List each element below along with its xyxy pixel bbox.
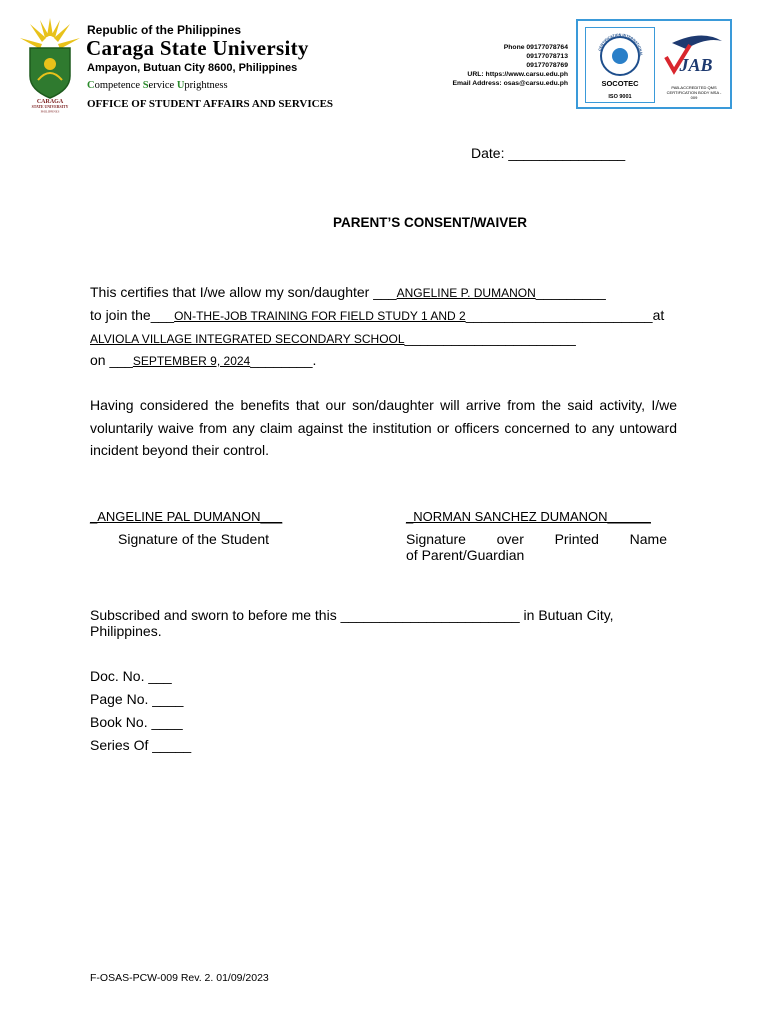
email-value[interactable]: osas@carsu.edu.ph	[503, 80, 568, 87]
url-value[interactable]: https://www.carsu.edu.ph	[485, 71, 568, 78]
certification-box	[576, 19, 732, 109]
phone-number: 09177078764	[526, 44, 568, 51]
university-motto	[87, 80, 228, 91]
form-code-footer: F-OSAS-PCW-009 Rev. 2. 01/09/2023	[90, 972, 269, 984]
certify-line-4: on ___SEPTEMBER 9, 2024________.	[90, 352, 317, 368]
seal-text-philippines: PHILIPPINES	[40, 109, 60, 114]
date-blank[interactable]: _______________	[508, 145, 626, 161]
socotec-ring-text: CERTIFICATION INTERNATIONAL	[597, 32, 644, 57]
sworn-statement: Subscribed and sworn to before me this _______________________ in Butuan City,	[90, 607, 614, 623]
page-no[interactable]: Page No. ____	[90, 691, 184, 707]
contact-block	[452, 43, 568, 88]
contact-phone-2: 09177078713	[526, 53, 568, 60]
motto-cap-c: C	[87, 80, 95, 91]
date-line	[471, 145, 625, 161]
waiver-paragraph: Having considered the benefits that our son/daughter will arrive from the said activity, I/we voluntarily waive from any claim against the institution or officers concerned to any untoward incident beyond their control.	[90, 397, 677, 458]
jab-accreditation-logo	[662, 27, 726, 103]
socotec-iso: ISO 9001	[608, 94, 632, 100]
parent-signature-label-1: Signature over Printed Name	[406, 531, 667, 547]
join-text: to join the	[90, 307, 151, 323]
student-signature-label: Signature of the Student	[118, 531, 269, 547]
student-name-value: ANGELINE P. DUMANON	[396, 286, 536, 300]
activity-field[interactable]: ___ON-THE-JOB TRAINING FOR FIELD STUDY 1 AND 2________________________	[150, 307, 653, 323]
activity-value: ON-THE-JOB TRAINING FOR FIELD STUDY 1 AND 2	[174, 309, 466, 323]
jab-mark: JAB	[679, 55, 713, 75]
motto-cap-u: U	[176, 80, 185, 91]
email-label: Email Address:	[452, 80, 502, 87]
jab-caption: PAB-ACCREDITED QMS CERTIFICATION BODY MSA - 009	[666, 85, 722, 100]
socotec-name: SOCOTEC	[601, 79, 639, 88]
motto-rest-s: ervice	[148, 80, 177, 91]
date-label: Date:	[471, 145, 505, 161]
sworn-statement-line-2: Philippines.	[90, 623, 162, 639]
contact-phone-1	[452, 43, 568, 52]
certify-line-3	[90, 330, 576, 348]
phone-label: Phone	[503, 44, 525, 51]
socotec-iso-logo	[585, 27, 655, 103]
seal-text-caraga: CARAGA	[36, 99, 64, 105]
socotec-ring-icon	[600, 36, 640, 76]
university-name: Caraga State University	[86, 36, 309, 60]
motto-rest-u: prightness	[184, 80, 228, 91]
activity-date-field[interactable]: ___SEPTEMBER 9, 2024________	[109, 352, 313, 368]
office-name: OFFICE OF STUDENT AFFAIRS AND SERVICES	[87, 98, 334, 110]
student-signature-name[interactable]: _ANGELINE PAL DUMANON___	[90, 509, 283, 524]
doc-no[interactable]: Doc. No. ___	[90, 668, 172, 684]
contact-phone-3: 09177078769	[526, 62, 568, 69]
document-title: PARENT’S CONSENT/WAIVER	[332, 215, 528, 230]
book-no[interactable]: Book No. ____	[90, 714, 183, 730]
certify-text: This certifies that I/we allow my son/daughter	[90, 284, 374, 300]
university-address: Ampayon, Butuan City 8600, Philippines	[87, 62, 298, 74]
at-text: at	[652, 307, 665, 323]
certify-line-1	[90, 284, 606, 300]
certify-line-2	[90, 307, 664, 323]
series-of[interactable]: Series Of _____	[90, 737, 192, 753]
venue-field[interactable]: ALVIOLA VILLAGE INTEGRATED SECONDARY SCHOOL______________________	[90, 330, 576, 346]
venue-value: ALVIOLA VILLAGE INTEGRATED SECONDARY SCHOOL	[90, 332, 405, 346]
contact-email	[452, 79, 568, 88]
seal-text-state-university: STATE UNIVERSITY	[31, 105, 69, 109]
parent-signature-label-2: of Parent/Guardian	[406, 547, 525, 563]
motto-cap-s: S	[142, 80, 149, 91]
republic-line: Republic of the Philippines	[87, 23, 242, 37]
on-text: on	[90, 352, 110, 368]
motto-rest-c: ompetence	[94, 80, 143, 91]
activity-date-value: SEPTEMBER 9, 2024	[132, 354, 251, 368]
parent-signature-name[interactable]: _NORMAN SANCHEZ DUMANON______	[406, 509, 651, 524]
url-label: URL:	[467, 71, 484, 78]
contact-url	[452, 70, 568, 79]
student-name-field[interactable]: ___ANGELINE P. DUMANON_________	[373, 284, 606, 300]
university-seal-logo	[16, 14, 84, 114]
